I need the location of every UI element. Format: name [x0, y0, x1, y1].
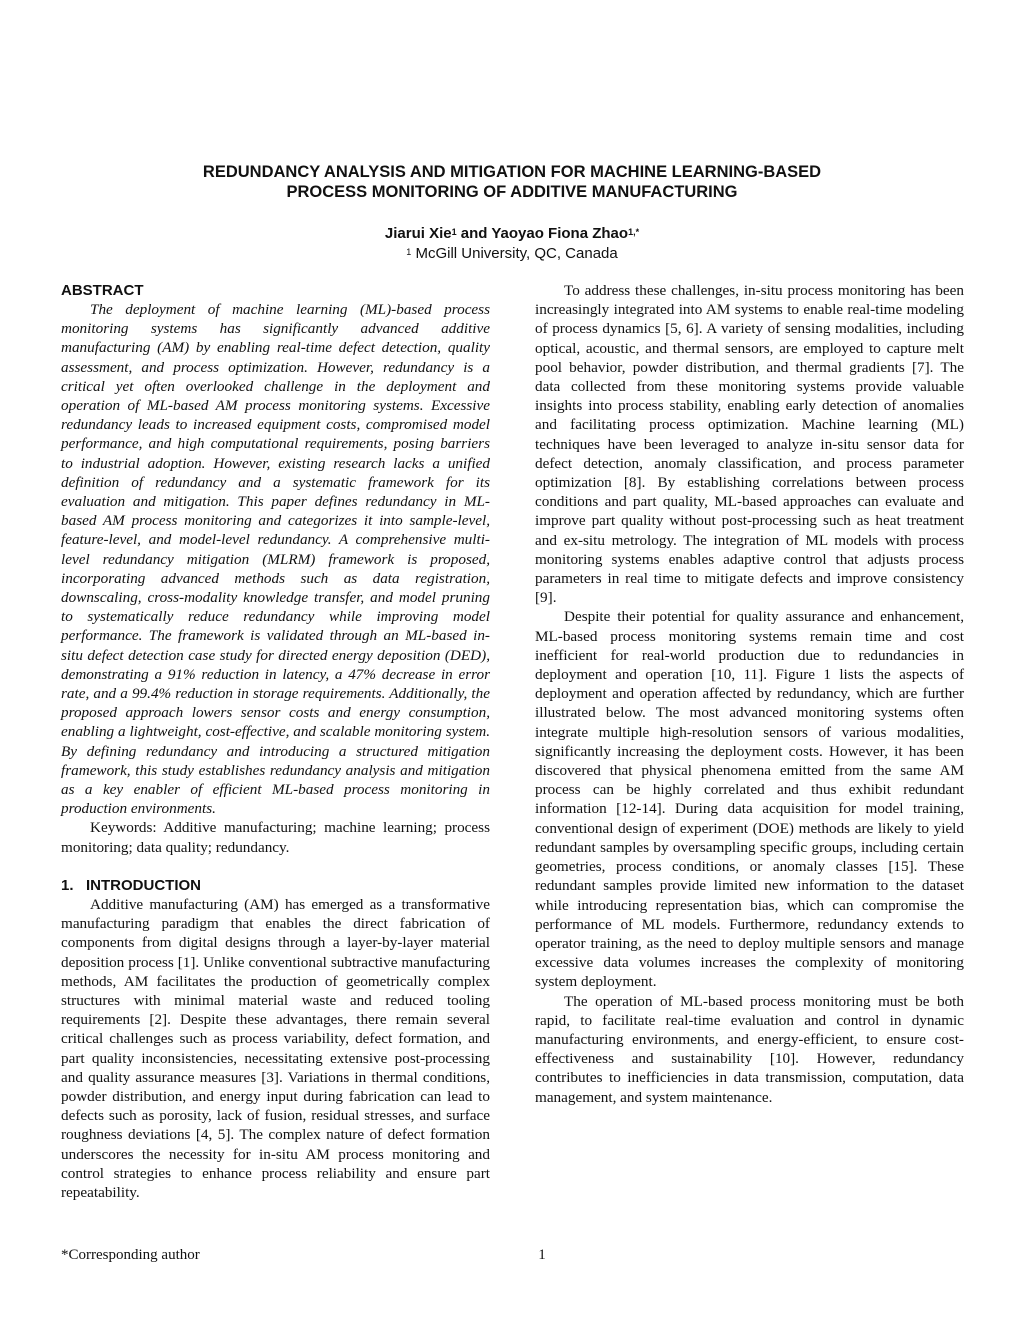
introduction-paragraph-3: Despite their potential for quality assurance and enhancement, ML-based process monitoring systems remain time and cost inefficient for real-world production due to redundancies in deployment and operation [10, 11]. Figure 1 lists the aspects of deployment and operation affected by redundancy, which are further illustrated below. The most advanced monitoring systems often integrate multiple high-resolution sensors of various modalities, significantly increasing the deployment costs. However, it has been discovered that physical phenomena emitted from the same AM process can be highly correlated and thus exhibit redundant information [12-14]. During data acquisition for model training, conventional design of experiment (DOE) methods are likely to yield redundant samples by oversampling specific groups, including certain geometries, process conditions, or anomaly classes [15]. These redundant samples provide limited new information to the dataset while introducing representation bias, which can compromise the performance of ML models. Furthermore, redundancy extends to operator training, as the need to deploy multiple sensors and manage excessive data volumes increases the complexity of monitoring system deployment. — [535, 608, 964, 991]
keywords: Keywords: Additive manufacturing; machine learning; process monitoring; data quality; redundancy. — [61, 819, 490, 856]
section-gap — [61, 857, 490, 876]
author-2-affiliation-mark: 1,* — [628, 227, 640, 237]
author-1-affiliation-mark: 1 — [451, 227, 457, 237]
introduction-heading: 1. INTRODUCTION — [61, 876, 202, 894]
abstract-text: The deployment of machine learning (ML)-based process monitoring systems has significantly advanced additive manufacturing (AM) by enabling real-time defect detection, quality assessment, and process optimization. However, redundancy is a critical yet often overlooked challenge in the deployment and operation of ML-based AM process monitoring systems. Excessive redundancy leads to increased equipment costs, compromised model performance, and high computational requirements, posing barriers to industrial adoption. However, existing research lacks a unified definition of redundancy and a systematic framework for its evaluation and mitigation. This paper defines redundancy in ML-based AM process monitoring and categorizes it into sample-level, feature-level, and model-level redundancy. A comprehensive multi-level redundancy mitigation (MLRM) framework is proposed, incorporating advanced methods such as data registration, downscaling, cross-modality knowledge transfer, and model pruning to systematically reduce redundancy while improving model performance. The framework is validated through an ML-based in-situ defect detection case study for directed energy deposition (DED), demonstrating a 91% reduction in latency, a 47% decrease in error rate, and a 99.4% reduction in storage requirements. Additionally, the proposed approach lowers sensor costs and energy consumption, enabling a lightweight, cost-effective, and scalable monitoring system. By defining redundancy and introducing a structured mitigation framework, this study establishes redundancy analysis and mitigation as a key enabler of efficient ML-based process monitoring in production environments. — [61, 301, 490, 818]
left-column — [61, 281, 490, 1202]
affiliation-text: McGill University, QC, Canada — [411, 245, 618, 262]
author-names — [0, 224, 1024, 244]
title-line-1: REDUNDANCY ANALYSIS AND MITIGATION FOR MACHINE LEARNING-BASED — [202, 163, 822, 181]
right-column — [535, 281, 964, 1107]
abstract-heading: ABSTRACT — [61, 282, 144, 299]
affiliation-mark: 1 — [406, 247, 412, 257]
title-line-2: PROCESS MONITORING OF ADDITIVE MANUFACTURING — [286, 183, 738, 201]
author-1: Jiarui Xie — [384, 225, 452, 242]
author-block — [0, 224, 1024, 264]
page-number: 1 — [538, 1247, 546, 1263]
introduction-paragraph-2: To address these challenges, in-situ process monitoring has been increasingly integrated into AM systems to enable real-time modeling of process dynamics [5, 6]. A variety of sensing modalities, including optical, acoustic, and thermal sensors, are employed to capture melt pool behavior, powder distribution, and thermal gradients [7]. The data collected from these monitoring systems provide valuable insights into process stability, enabling early detection of anomalies and facilitating process optimization. Machine learning (ML) techniques have been leveraged to analyze in-situ sensor data for defect detection, anomaly classification, and process parameter optimization [8]. By establishing correlations between process conditions and part quality, ML-based approaches can evaluate and improve part quality without post-processing such as heat treatment and ex-situ metrology. The integration of ML models with process monitoring systems enables adaptive control that adjusts process parameters in real time to mitigate defects and improve consistency [9]. — [535, 282, 964, 607]
author-2: Yaoyao Fiona Zhao — [491, 225, 629, 242]
affiliation — [0, 244, 1024, 264]
author-conjunction: and — [456, 225, 492, 242]
paper-title — [0, 162, 1024, 202]
introduction-paragraph-4: The operation of ML-based process monitoring must be both rapid, to facilitate real-time evaluation and control in dynamic manufacturing environments, and energy-efficient, to ensure cost-effectiveness and sustainability [10]. However, redundancy contributes to inefficiencies in data transmission, computation, data management, and system maintenance. — [535, 992, 964, 1106]
introduction-paragraph-1: Additive manufacturing (AM) has emerged as a transformative manufacturing paradigm that enables the direct fabrication of components from digital designs through a layer-by-layer material deposition process [1]. Unlike conventional subtractive manufacturing methods, AM facilitates the production of geometrically complex structures with minimal material waste and reduced tooling requirements [2]. Despite these advantages, there remain several critical challenges such as process variability, defect formation, and part quality inconsistencies, necessitating extensive post-processing and quality assurance measures [3]. Variations in thermal conditions, powder distribution, and energy input during fabrication can lead to defects such as porosity, lack of fusion, residual stresses, and surface roughness deviations [4, 5]. The complex nature of defect formation underscores the necessity for in-situ AM process monitoring and control strategies to enhance process reliability and ensure part repeatability. — [61, 895, 490, 1201]
corresponding-author-footnote: *Corresponding author — [61, 1247, 200, 1263]
